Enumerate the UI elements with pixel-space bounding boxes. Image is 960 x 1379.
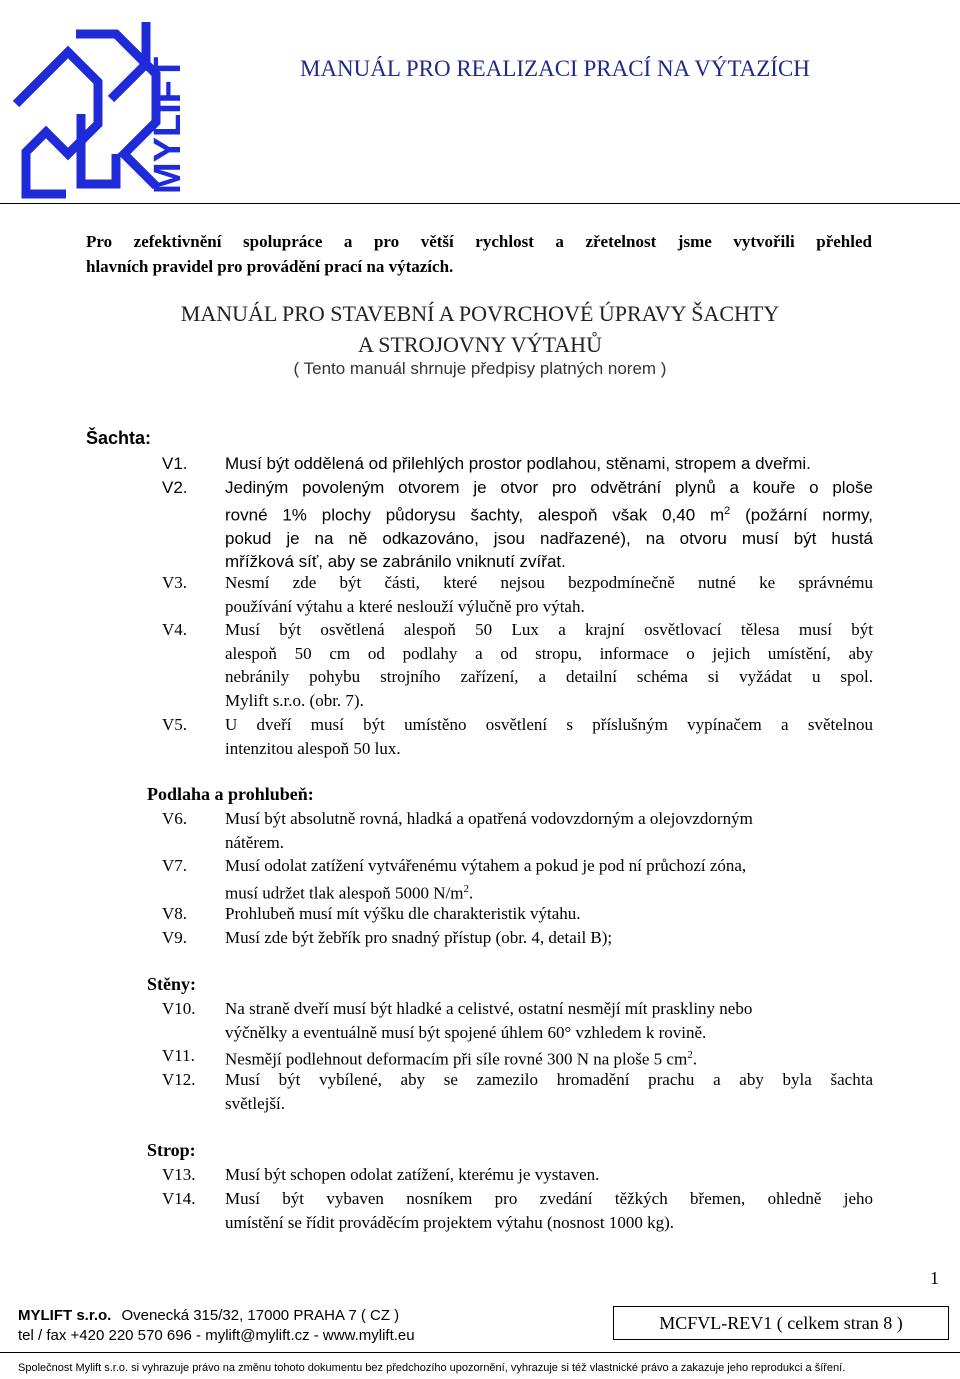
item-text: mřížková síť, aby se zabránilo vniknutí zvířat. — [225, 552, 566, 572]
intro-line: Pro zefektivnění spolupráce a pro větší rychlost a zřetelnost jsme vytvořili přehled — [86, 232, 872, 251]
item-text: nebránily pohybu strojního zařízení, a detailní schéma si vyžádat u spol. — [225, 667, 873, 686]
section-label-sachta: Šachta: — [86, 428, 152, 448]
item-number: V2. — [162, 478, 188, 497]
item-text: Musí odolat zatížení vytvářenému výtahem a pokud je pod ní průchozí zóna, — [225, 856, 747, 875]
mylift-logo — [6, 4, 196, 199]
item-number: V5. — [162, 715, 188, 734]
item-text: Musí být vybílené, aby se zamezilo hromadění prachu a aby byla šachta — [225, 1070, 873, 1089]
header-divider — [0, 203, 960, 204]
item-text: Musí zde být žebřík pro snadný přístup (obr. 4, detail B); — [225, 928, 613, 947]
item-text: Musí být oddělená od přilehlých prostor podlahou, stěnami, stropem a dveřmi. — [225, 454, 811, 473]
page-number: 1 — [930, 1268, 939, 1288]
item-text: musí udržet tlak alespoň 5000 $N/m^2$. — [225, 882, 474, 903]
item-number: V3. — [162, 573, 188, 592]
item-text: Musí být absolutně rovná, hladká a opatřená vodovzdorným a olejovzdorným — [225, 809, 753, 828]
item-text: Nesmějí podlehnout deformacím při síle rovné 300 N na ploše 5 $cm^2$. — [225, 1049, 697, 1069]
document-code — [613, 1306, 949, 1340]
item-text: Prohlubeň musí mít výšku dle charakteristik výtahu. — [225, 904, 581, 923]
item-text: Nesmí zde být části, které nejsou bezpodmínečně nutné ke správnému — [225, 573, 873, 592]
item-text: rovné 1% plochy půdorysu šachty, alespoň však 0,40 $m^2$ (požární normy, — [225, 504, 873, 525]
item-number: V13. — [162, 1165, 196, 1184]
header-title: MANUÁL PRO REALIZACI PRACÍ NA VÝTAZÍCH — [300, 56, 810, 81]
manual-title-line2: A STROJOVNY VÝTAHŮ — [358, 332, 602, 357]
item-number: V12. — [162, 1070, 196, 1089]
section-label-strop: Strop: — [147, 1140, 196, 1160]
manual-subtitle: ( Tento manuál shrnuje předpisy platných norem ) — [293, 359, 667, 378]
section-label-steny: Stěny: — [147, 974, 196, 994]
item-number: V11. — [162, 1046, 195, 1065]
intro-paragraph — [86, 229, 872, 279]
manual-title-line1: MANUÁL PRO STAVEBNÍ A POVRCHOVÉ ÚPRAVY ŠACHTY — [180, 301, 780, 326]
document-code-text: MCFVL-REV1 ( celkem stran 8 ) — [659, 1312, 903, 1333]
item-text: Musí být osvětlená alespoň 50 Lux a krajní osvětlovací tělesa musí být — [225, 620, 873, 639]
item-text: Musí být vybaven nosníkem pro zvedání těžkých břemen, ohledně jeho — [225, 1189, 873, 1208]
section-label-podlaha: Podlaha a prohlubeň: — [147, 784, 314, 804]
item-text: nátěrem. — [225, 832, 284, 852]
logo-text: MYLIFT — [147, 56, 189, 194]
footer-divider — [0, 1352, 960, 1353]
item-text: Jediným povoleným otvorem je otvor pro odvětrání plynů a kouře o ploše — [225, 478, 873, 497]
item-text: alespoň 50 cm od podlahy a od stropu, informace o jejich umístění, aby — [225, 643, 873, 663]
item-text: Mylift s.r.o. (obr. 7). — [225, 690, 364, 710]
item-number: V8. — [162, 904, 188, 923]
item-text: Na straně dveří musí být hladké a celistvé, ostatní nesmějí mít praskliny nebo — [225, 999, 753, 1018]
item-text: umístění se řídit prováděcím projektem výtahu (nosnost 1000 kg). — [225, 1212, 675, 1232]
item-number: V14. — [162, 1189, 196, 1208]
item-number: V1. — [162, 454, 188, 473]
item-text: U dveří musí být umístěno osvětlení s příslušným vypínačem a světelnou — [225, 715, 873, 734]
item-text: intenzitou alespoň 50 lux. — [225, 738, 401, 758]
footer-company: MYLIFT s.r.o. — [18, 1307, 112, 1324]
item-text: světlejší. — [225, 1093, 285, 1113]
footer-address: Ovenecká 315/32, 17000 PRAHA 7 ( CZ ) — [121, 1307, 400, 1324]
footer-company-address — [18, 1307, 399, 1324]
intro-line: hlavních pravidel pro provádění prací na výtazích. — [86, 257, 454, 276]
item-text: výčnělky a eventuálně musí být spojené úhlem 60° vzhledem k rovině. — [225, 1022, 707, 1042]
item-number: V6. — [162, 809, 188, 828]
item-text: používání výtahu a které neslouží výlučně pro výtah. — [225, 596, 585, 616]
item-number: V10. — [162, 999, 196, 1018]
footer-disclaimer: Společnost Mylift s.r.o. si vyhrazuje právo na změnu tohoto dokumentu bez předchozího upozornění, vyhrazuje si též vlastnické právo a zakazuje jeho reprodukci a šíření. — [18, 1362, 846, 1374]
item-text: Musí být schopen odolat zatížení, kterému je vystaven. — [225, 1165, 600, 1184]
item-number: V9. — [162, 928, 188, 947]
item-text: pokud je na ně odkazováno, jsou nadřazené), na otvoru musí být hustá — [225, 528, 873, 548]
footer-contact: tel / fax +420 220 570 696 - mylift@mylift.cz - www.mylift.eu — [18, 1327, 415, 1344]
item-number: V4. — [162, 620, 188, 639]
item-number: V7. — [162, 856, 188, 875]
